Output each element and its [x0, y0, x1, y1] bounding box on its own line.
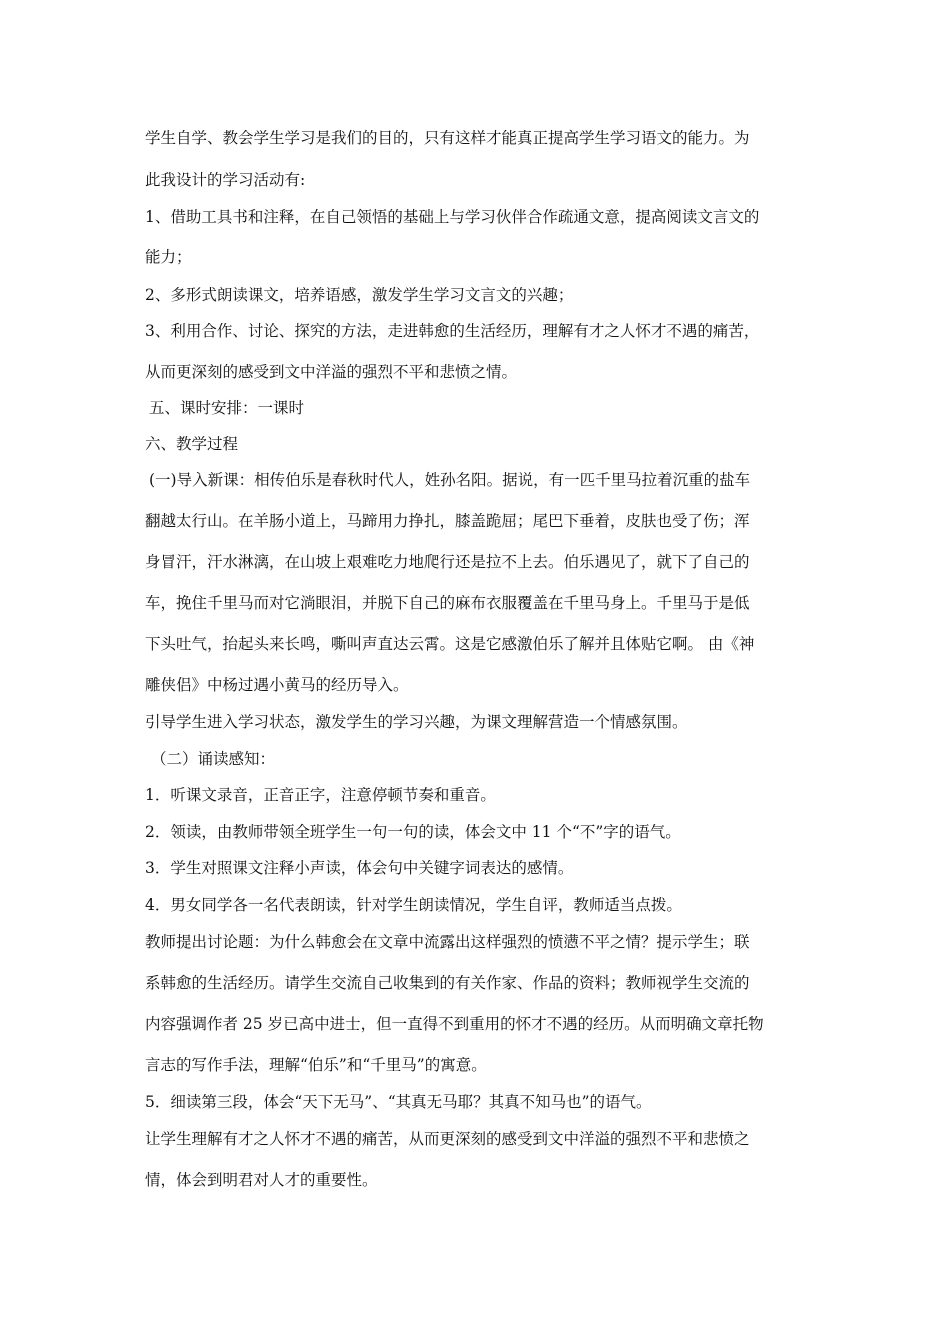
text-line: 雕侠侣》中杨过遇小黄马的经历导入。: [145, 676, 409, 694]
section-heading: 五、课时安排：一课时: [149, 399, 305, 417]
text-line: 能力；: [145, 248, 192, 266]
text-line: 5．细读第三段，体会“天下无马”、“其真无马耶？其真不知马也”的语气。: [145, 1093, 652, 1111]
text-line: 从而更深刻的感受到文中洋溢的强烈不平和悲愤之情。: [145, 363, 518, 381]
text-line: 4．男女同学各一名代表朗读，针对学生朗读情况，学生自评，教师适当点拨。: [145, 896, 682, 914]
text-line: 系韩愈的生活经历。请学生交流自己收集到的有关作家、作品的资料；教师视学生交流的: [145, 974, 750, 992]
text-line: 身冒汗，汗水淋漓，在山坡上艰难吃力地爬行还是拉不上去。伯乐遇见了，就下了自己的: [145, 553, 750, 571]
text-line: 学生自学、教会学生学习是我们的目的，只有这样才能真正提高学生学习语文的能力。为: [145, 129, 750, 147]
section-heading: （二）诵读感知：: [151, 750, 276, 768]
text-line: 下头吐气，抬起头来长鸣，嘶叫声直达云霄。这是它感激伯乐了解并且体贴它啊。 由《神: [145, 635, 755, 653]
text-line: 翻越太行山。在羊肠小道上，马蹄用力挣扎，膝盖跪屈；尾巴下垂着，皮肤也受了伤；浑: [145, 512, 750, 530]
text-line: 2．领读，由教师带领全班学生一句一句的读，体会文中 11 个“不”字的语气。: [145, 823, 681, 841]
text-line: 让学生理解有才之人怀才不遇的痛苦，从而更深刻的感受到文中洋溢的强烈不平和悲愤之: [145, 1130, 750, 1148]
text-line: (一)导入新课：相传伯乐是春秋时代人，姓孙名阳。据说，有一匹千里马拉着沉重的盐车: [149, 471, 751, 489]
text-line: 情，体会到明君对人才的重要性。: [145, 1171, 378, 1189]
text-line: 3、利用合作、讨论、探究的方法，走进韩愈的生活经历，理解有才之人怀才不遇的痛苦，: [145, 322, 760, 340]
text-line: 1、借助工具书和注释，在自己领悟的基础上与学习伙伴合作疏通文意，提高阅读文言文的: [145, 208, 760, 226]
text-line: 车，挽住千里马而对它淌眼泪，并脱下自己的麻布衣服覆盖在千里马身上。千里马于是低: [145, 594, 750, 612]
text-line: 1．听课文录音，正音正字，注意停顿节奏和重音。: [145, 786, 496, 804]
section-heading: 六、教学过程: [145, 435, 239, 453]
text-line: 内容强调作者 25 岁已高中进士，但一直得不到重用的怀才不遇的经历。从而明确文章托物: [145, 1015, 764, 1033]
text-line: 3．学生对照课文注释小声读，体会句中关键字词表达的感情。: [145, 859, 574, 877]
text-line: 此我设计的学习活动有:: [145, 171, 306, 189]
text-line: 言志的写作手法，理解“伯乐”和“千里马”的寓意。: [145, 1056, 487, 1074]
text-line: 2、多形式朗读课文，培养语感，激发学生学习文言文的兴趣；: [145, 286, 574, 304]
text-line: 引导学生进入学习状态，激发学生的学习兴趣，为课文理解营造一个情感氛围。: [145, 713, 688, 731]
text-line: 教师提出讨论题：为什么韩愈会在文章中流露出这样强烈的愤懑不平之情？提示学生；联: [145, 933, 750, 951]
